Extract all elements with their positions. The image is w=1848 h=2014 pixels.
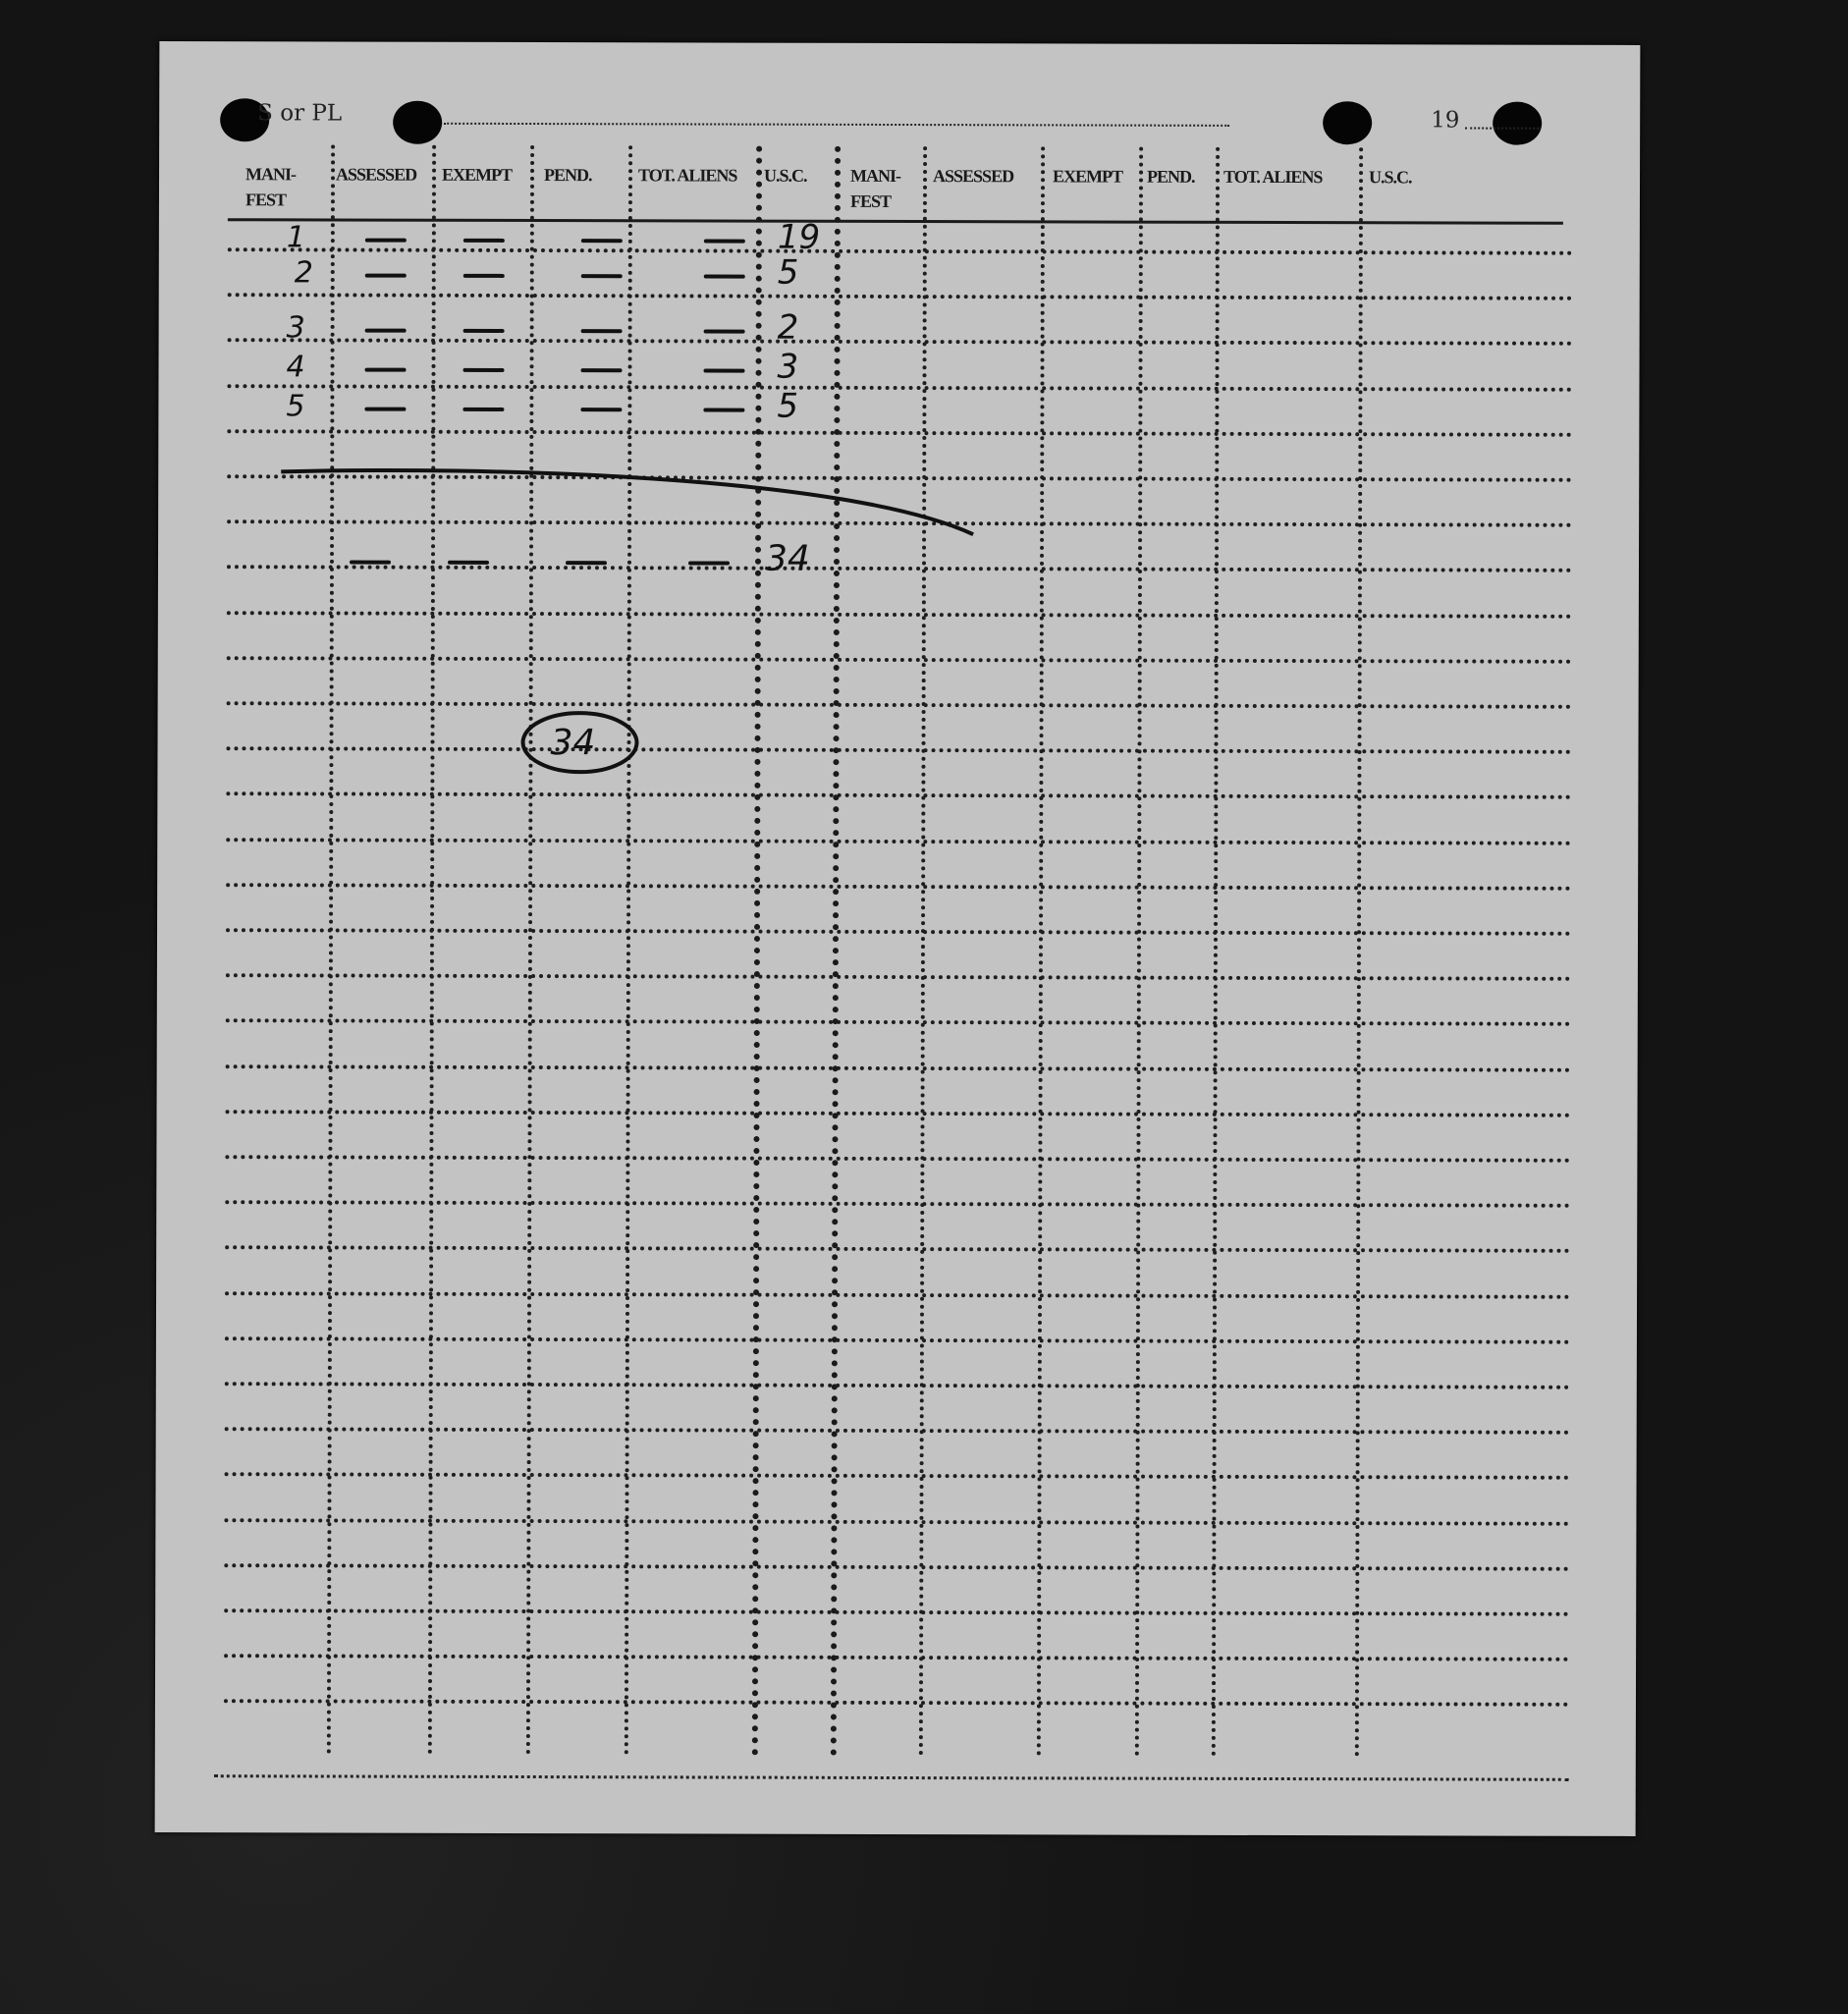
manifest-number: 1 (286, 220, 306, 255)
usc-count: 5 (777, 252, 799, 293)
manifest-number: 5 (286, 389, 305, 424)
column-header-8: EXEMPT (1053, 166, 1123, 187)
column-header-6: MANI- FEST (849, 165, 901, 211)
usc-count: 2 (777, 307, 799, 348)
strike-through-curve (281, 470, 973, 535)
usc-count: 19 (777, 217, 821, 257)
column-header-3: PEND. (544, 165, 592, 186)
column-header-2: EXEMPT (442, 164, 513, 185)
manifest-number: 4 (286, 350, 305, 385)
column-header-9: PEND. (1147, 166, 1195, 187)
manifest-number: 2 (294, 255, 313, 291)
column-header-10: TOT. ALIENS (1223, 166, 1323, 188)
usc-count: 3 (777, 347, 799, 387)
header-right-text: 19 (1431, 107, 1460, 134)
column-header-5: U.S.C. (764, 165, 807, 186)
manifest-number: 3 (286, 310, 305, 346)
column-header-11: U.S.C. (1369, 167, 1412, 188)
header-left-text: S or PL (257, 100, 343, 127)
column-header-1: ASSESSED (336, 164, 417, 185)
column-header-0: MANI- FEST (245, 164, 297, 210)
usc-count: 5 (777, 386, 799, 426)
usc-total: 34 (764, 538, 810, 579)
column-header-4: TOT. ALIENS (638, 165, 737, 186)
manifest-tally-sheet (155, 41, 1641, 1836)
handwritten-marks (155, 41, 1641, 1836)
column-header-7: ASSESSED (933, 166, 1014, 187)
circled-total: 34 (550, 723, 596, 764)
